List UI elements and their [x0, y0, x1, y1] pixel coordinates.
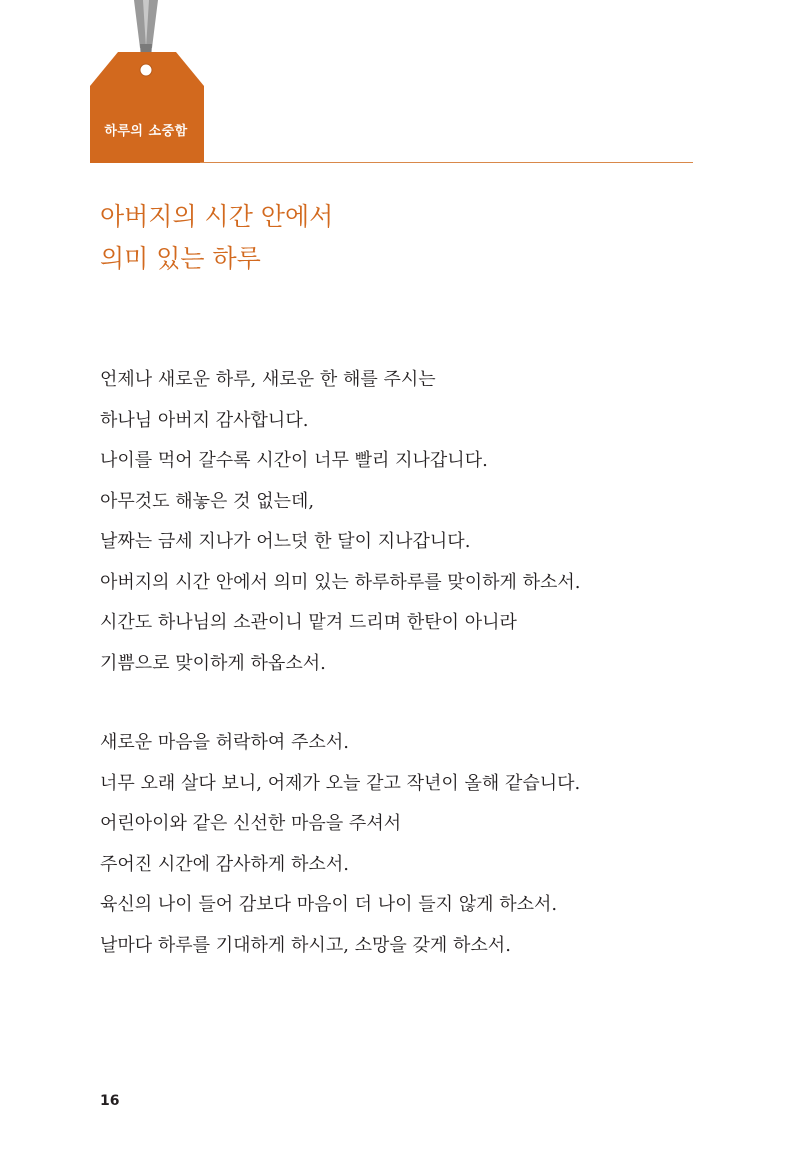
prayer-line: 하나님 아버지 감사합니다.: [100, 409, 309, 431]
prayer-line: 주어진 시간에 감사하게 하소서.: [100, 853, 349, 875]
hanging-tag-icon: [88, 0, 206, 168]
prayer-line: 아무것도 해놓은 것 없는데,: [100, 490, 315, 512]
prayer-line: 기쁨으로 맞이하게 하옵소서.: [100, 652, 326, 674]
prayer-line: 새로운 마음을 허락하여 주소서.: [100, 732, 349, 753]
prayer-line: 날짜는 금세 지나가 어느덧 한 달이 지나갑니다.: [100, 531, 471, 552]
tag-label: 하루의 소중함: [104, 124, 188, 139]
prayer-line: 시간도 하나님의 소관이니 맡겨 드리며 한탄이 아니라: [100, 612, 517, 633]
prayer-line: 나이를 먹어 갈수록 시간이 너무 빨리 지나갑니다.: [100, 450, 488, 471]
prayer-line: 너무 오래 살다 보니, 어제가 오늘 같고 작년이 올해 같습니다.: [100, 772, 581, 794]
prayer-line: 어린아이와 같은 신선한 마음을 주셔서: [100, 813, 402, 834]
page-number: 16: [100, 1093, 120, 1109]
prayer-stanza: [100, 723, 580, 966]
header-divider: [200, 162, 693, 163]
prayer-stanza: [100, 360, 580, 684]
title-line: 아버지의 시간 안에서: [100, 202, 334, 231]
prayer-line: 육신의 나이 들어 감보다 마음이 더 나이 들지 않게 하소서.: [100, 894, 558, 915]
prayer-line: 아버지의 시간 안에서 의미 있는 하루하루를 맞이하게 하소서.: [100, 571, 581, 593]
prayer-line: 언제나 새로운 하루, 새로운 한 해를 주시는: [100, 369, 436, 390]
page-title: [100, 196, 333, 280]
prayer-line: 날마다 하루를 기대하게 하시고, 소망을 갖게 하소서.: [100, 934, 511, 956]
title-line: 의미 있는 하루: [100, 244, 261, 273]
